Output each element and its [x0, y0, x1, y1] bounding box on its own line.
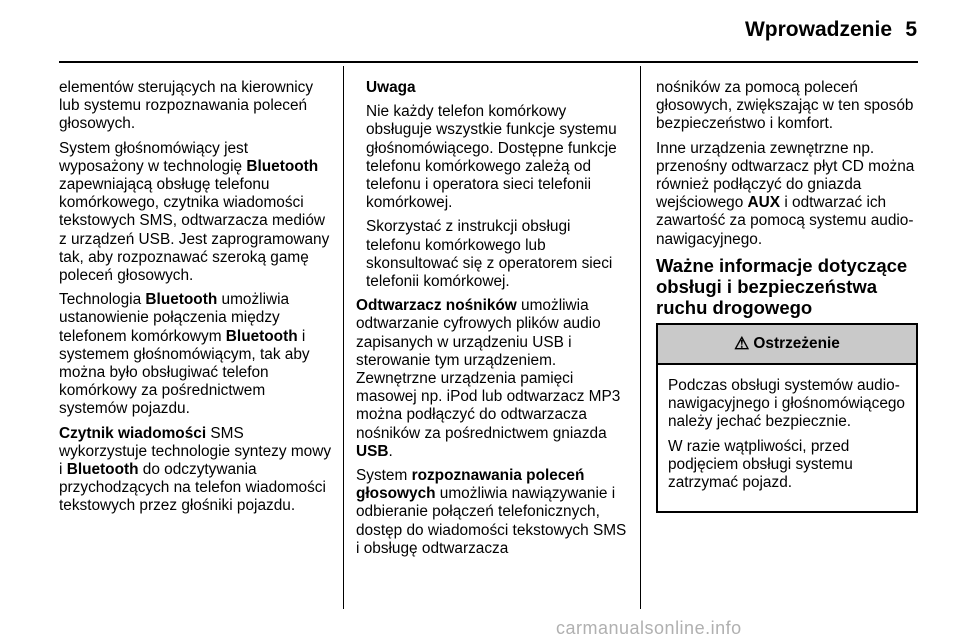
paragraph: Odtwarzacz nośników umożliwia odtwarzanie cyfrowych plików audio zapisanych w urządzeniu USB i sterowanie tym urządzeniem. Zewnętrzne urządzenia pamięci masowej np. iPod lub odtwarzacz MP3 można podłączyć do odtwarzacza nośników za pośrednictwem gniazda USB. [356, 297, 621, 460]
note-title: Uwaga [366, 79, 416, 96]
bold-term: rozpoznawania poleceń głosowych [356, 467, 585, 503]
bold-term: Czytnik wiadomości [59, 424, 207, 442]
page-title: Wprowadzenie [744, 18, 892, 41]
warning-paragraph: W razie wątpliwości, przed podjęciem obsługi systemu zatrzymać pojazd. [668, 437, 853, 492]
warning-triangle-icon: ⚠ [734, 334, 750, 353]
paragraph: Technologia Bluetooth umożliwia ustanowienie połączenia między telefonem komórkowym Bluetooth i systemem głośnomówiącym, tak aby można było obsługiwać telefon komórkowy za pośrednictwem systemów pojazdu. [59, 291, 310, 418]
warning-box [656, 323, 918, 513]
paragraph: System rozpoznawania poleceń głosowych umożliwia nawiązywanie i odbieranie połączeń telefonicznych, dostęp do wiadomości tekstowych SMS i obsługę odtwarzacza [356, 467, 627, 557]
warning-body [658, 365, 916, 492]
column-divider-2 [640, 66, 641, 609]
section-heading: Ważne informacje dotyczące obsługi i bezpieczeństwa ruchu drogowego [656, 254, 908, 318]
warning-paragraph: Podczas obsługi systemów audio-nawigacyjnego i głośnomówiącego należy jechać bezpiecznie. [668, 377, 905, 431]
column-1 [59, 79, 331, 522]
bold-term: Bluetooth [225, 327, 298, 345]
bold-term: AUX [747, 194, 781, 212]
watermark: carmanualsonline.info [556, 618, 742, 638]
paragraph: nośników za pomocą poleceń głosowych, zwiększając w ten sposób bezpieczeństwo i komfort. [656, 79, 914, 133]
page-header [0, 0, 960, 60]
warning-title: Ostrzeżenie [753, 335, 840, 352]
bold-term: Bluetooth [246, 157, 319, 175]
paragraph: Czytnik wiadomości SMS wykorzystuje technologie syntezy mowy i Bluetooth do odczytywania przychodzących na telefon wiadomości tekstowych przez głośniki pojazdu. [59, 424, 332, 515]
note-block [356, 79, 628, 291]
note-paragraph: Skorzystać z instrukcji obsługi telefonu komórkowego lub skonsultować się z operatorem sieci telefonii komórkowej. [366, 218, 613, 291]
column-3 [656, 79, 928, 324]
paragraph: elementów sterujących na kierownicy lub systemu rozpoznawania poleceń głosowych. [59, 79, 314, 133]
bold-term: Odtwarzacz nośników [356, 297, 517, 315]
column-2 [356, 79, 628, 564]
page-number: 5 [905, 18, 917, 41]
bold-term: USB [356, 442, 389, 460]
warning-header [658, 325, 916, 365]
bold-term: Bluetooth [145, 291, 218, 309]
note-paragraph: Nie każdy telefon komórkowy obsługuje wszystkie funkcje systemu głośnomówiącego. Dostępne funkcje telefonu komórkowego zależą od telefonu i operatora sieci telefonii komórkowej. [366, 103, 617, 212]
paragraph: System głośnomówiący jest wyposażony w technologię Bluetooth zapewniającą obsługę telefonu komórkowego, czytnika wiadomości tekstowych SMS, odtwarzacza mediów z urządzeń USB. Jest zaprogramowany tak, aby rozpoznawać szeroką gamę poleceń głosowych. [59, 139, 330, 285]
paragraph: Inne urządzenia zewnętrzne np. przenośny odtwarzacz płyt CD można również podłączyć do gniazda wejściowego AUX i odtwarzać ich zawartość za pomocą systemu audio-nawigacyjnego. [656, 139, 915, 248]
bold-term: Bluetooth [66, 461, 139, 479]
header-rule [59, 61, 918, 63]
column-divider-1 [343, 66, 344, 609]
